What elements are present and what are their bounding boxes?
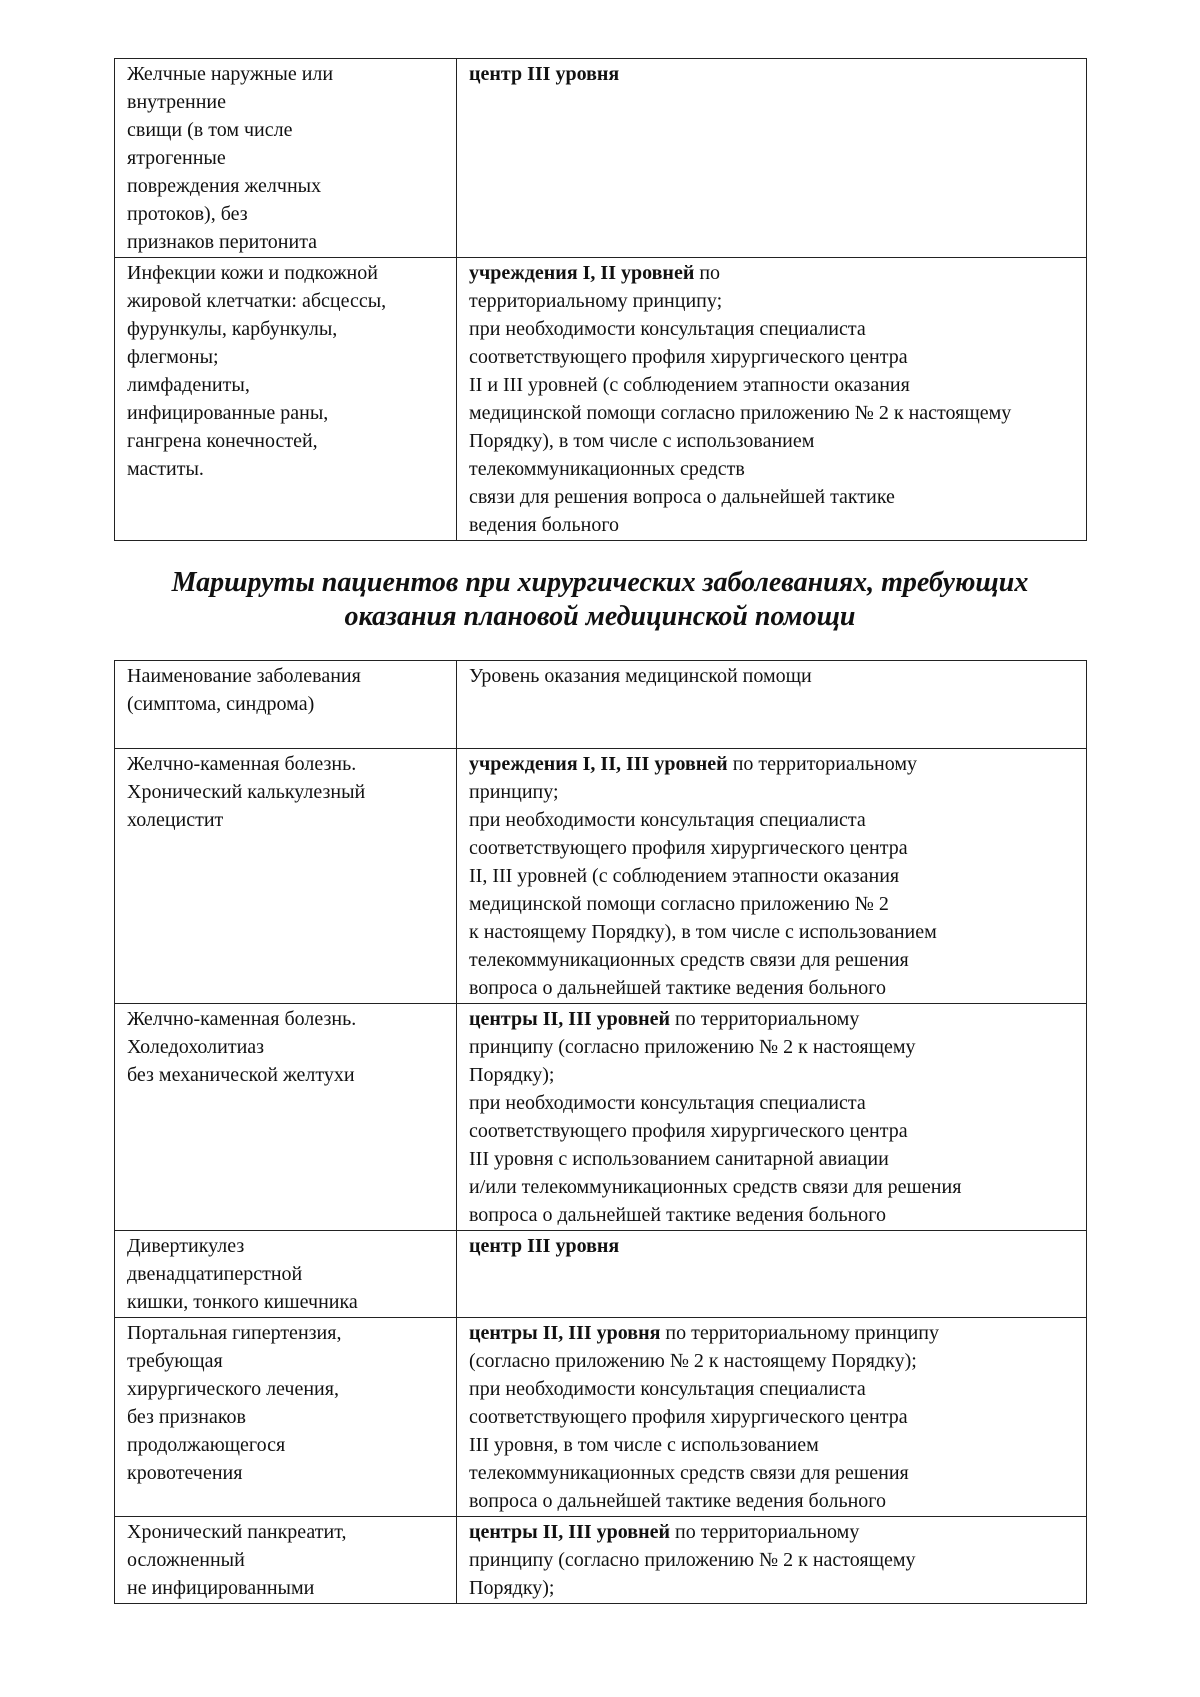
care-level-line: соответствующего профиля хирургического центра [469, 346, 908, 368]
disease-line: жировой клетчатки: абсцессы, [127, 290, 387, 312]
disease-line: флегмоны; [127, 346, 219, 368]
care-level-line: телекоммуникационных средств [469, 458, 745, 480]
disease-line: протоков), без [127, 203, 248, 225]
disease-line: фурункулы, карбункулы, [127, 318, 338, 340]
disease-line: Хронический калькулезный [127, 781, 366, 803]
care-level-cell [457, 749, 1087, 1004]
care-level-line: соответствующего профиля хирургического центра [469, 1406, 908, 1428]
disease-line: свищи (в том числе [127, 119, 293, 141]
care-level-line: соответствующего профиля хирургического центра [469, 1120, 908, 1142]
care-level-line: и/или телекоммуникационных средств связи для решения [469, 1176, 962, 1198]
care-level-bold: центры II, III уровня [469, 1322, 661, 1344]
disease-cell [115, 59, 457, 258]
care-level-line: территориальному принципу; [469, 290, 723, 312]
care-level-line: II и III уровней (с соблюдением этапности оказания [469, 374, 910, 396]
disease-cell [115, 258, 457, 541]
disease-line: продолжающегося [127, 1434, 286, 1456]
care-level-cell [457, 1318, 1087, 1517]
disease-line: Желчно-каменная болезнь. [127, 1008, 357, 1030]
disease-line: холецистит [127, 809, 224, 831]
care-level-line: вопроса о дальнейшей тактике ведения больного [469, 1204, 886, 1226]
table-row [115, 59, 1087, 258]
care-level-line: принципу (согласно приложению № 2 к настоящему [469, 1549, 916, 1571]
disease-line: осложненный [127, 1549, 245, 1571]
table-row [115, 1318, 1087, 1517]
routing-table-top [114, 58, 1087, 541]
table-row [115, 258, 1087, 541]
care-level-line: медицинской помощи согласно приложению № 2 [469, 893, 889, 915]
care-level-cell [457, 258, 1087, 541]
disease-cell [115, 1231, 457, 1318]
disease-line: двенадцатиперстной [127, 1263, 303, 1285]
disease-line: хирургического лечения, [127, 1378, 339, 1400]
care-level-cell [457, 1231, 1087, 1318]
care-level-cell [457, 59, 1087, 258]
disease-line: маститы. [127, 458, 204, 480]
care-level-line: III уровня с использованием санитарной авиации [469, 1148, 889, 1170]
care-level-line: III уровня, в том числе с использованием [469, 1434, 819, 1456]
disease-line: кровотечения [127, 1462, 243, 1484]
table-header-row [115, 661, 1087, 749]
care-level-text: по территориальному [670, 1521, 860, 1543]
disease-cell [115, 1004, 457, 1231]
care-level-line: принципу (согласно приложению № 2 к настоящему [469, 1036, 916, 1058]
care-level-line: вопроса о дальнейшей тактике ведения больного [469, 1490, 886, 1512]
care-level-text: по территориальному [670, 1008, 860, 1030]
section-title [0, 566, 1200, 634]
care-level-line: Порядку); [469, 1577, 555, 1599]
care-level-text: по территориальному принципу [660, 1322, 939, 1344]
routing-table-planned-care [114, 660, 1087, 1604]
table-row [115, 1004, 1087, 1231]
care-level-line: II, III уровней (с соблюдением этапности оказания [469, 865, 900, 887]
care-level-line: принципу; [469, 781, 559, 803]
disease-line: признаков перитонита [127, 231, 318, 253]
disease-cell [115, 1318, 457, 1517]
disease-cell [115, 749, 457, 1004]
disease-line: лимфадениты, [127, 374, 250, 396]
header-care-level: Уровень оказания медицинской помощи [457, 661, 1087, 749]
care-level-line: соответствующего профиля хирургического центра [469, 837, 908, 859]
disease-line: не инфицированными [127, 1577, 315, 1599]
section-title-line-1: Маршруты пациентов при хирургических заболеваниях, требующих [171, 567, 1029, 598]
care-level-line: при необходимости консультация специалиста [469, 1378, 866, 1400]
care-level-cell [457, 1517, 1087, 1604]
care-level-line: при необходимости консультация специалиста [469, 1092, 866, 1114]
disease-line: Холедохолитиаз [127, 1036, 265, 1058]
table-row [115, 749, 1087, 1004]
care-level-cell [457, 1004, 1087, 1231]
disease-line: без механической желтухи [127, 1064, 355, 1086]
disease-line: повреждения желчных [127, 175, 322, 197]
care-level-line: телекоммуникационных средств связи для решения [469, 949, 909, 971]
care-level-bold: центры II, III уровней [469, 1521, 670, 1543]
table-row [115, 1231, 1087, 1318]
disease-line: кишки, тонкого кишечника [127, 1291, 358, 1313]
care-level-bold: центр III уровня [469, 63, 620, 85]
disease-line: Желчно-каменная болезнь. [127, 753, 357, 775]
disease-line: требующая [127, 1350, 223, 1372]
care-level-line: при необходимости консультация специалиста [469, 809, 866, 831]
care-level-line: связи для решения вопроса о дальнейшей тактике [469, 486, 895, 508]
care-level-line: к настоящему Порядку), в том числе с использованием [469, 921, 937, 943]
disease-line: инфицированные раны, [127, 402, 329, 424]
care-level-text: по территориальному [727, 753, 918, 775]
disease-line: ятрогенные [127, 147, 226, 169]
care-level-text: по [694, 262, 721, 284]
disease-line: Хронический панкреатит, [127, 1521, 347, 1543]
disease-cell [115, 1517, 457, 1604]
care-level-line: медицинской помощи согласно приложению № 2 к настоящему [469, 402, 1012, 424]
care-level-line: вопроса о дальнейшей тактике ведения больного [469, 977, 886, 999]
care-level-line: при необходимости консультация специалиста [469, 318, 866, 340]
disease-line: Инфекции кожи и подкожной [127, 262, 378, 284]
care-level-line: (согласно приложению № 2 к настоящему Порядку); [469, 1350, 917, 1372]
disease-line: Портальная гипертензия, [127, 1322, 342, 1344]
disease-line: Дивертикулез [127, 1235, 245, 1257]
care-level-bold: центры II, III уровней [469, 1008, 670, 1030]
care-level-line: телекоммуникационных средств связи для решения [469, 1462, 909, 1484]
disease-line: гангрена конечностей, [127, 430, 318, 452]
disease-line: внутренние [127, 91, 226, 113]
disease-line: Желчные наружные или [127, 63, 334, 85]
care-level-bold: учреждения I, II уровней [469, 262, 695, 284]
header-disease-name: Наименование заболевания (симптома, синдрома) [115, 661, 457, 749]
care-level-line: ведения больного [469, 514, 620, 536]
table-row [115, 1517, 1087, 1604]
section-title-line-2: оказания плановой медицинской помощи [344, 601, 856, 632]
care-level-line: Порядку), в том числе с использованием [469, 430, 815, 452]
care-level-line: Порядку); [469, 1064, 555, 1086]
disease-line: без признаков [127, 1406, 246, 1428]
care-level-bold: учреждения I, II, III уровней [469, 753, 728, 775]
care-level-bold: центр III уровня [469, 1235, 620, 1257]
